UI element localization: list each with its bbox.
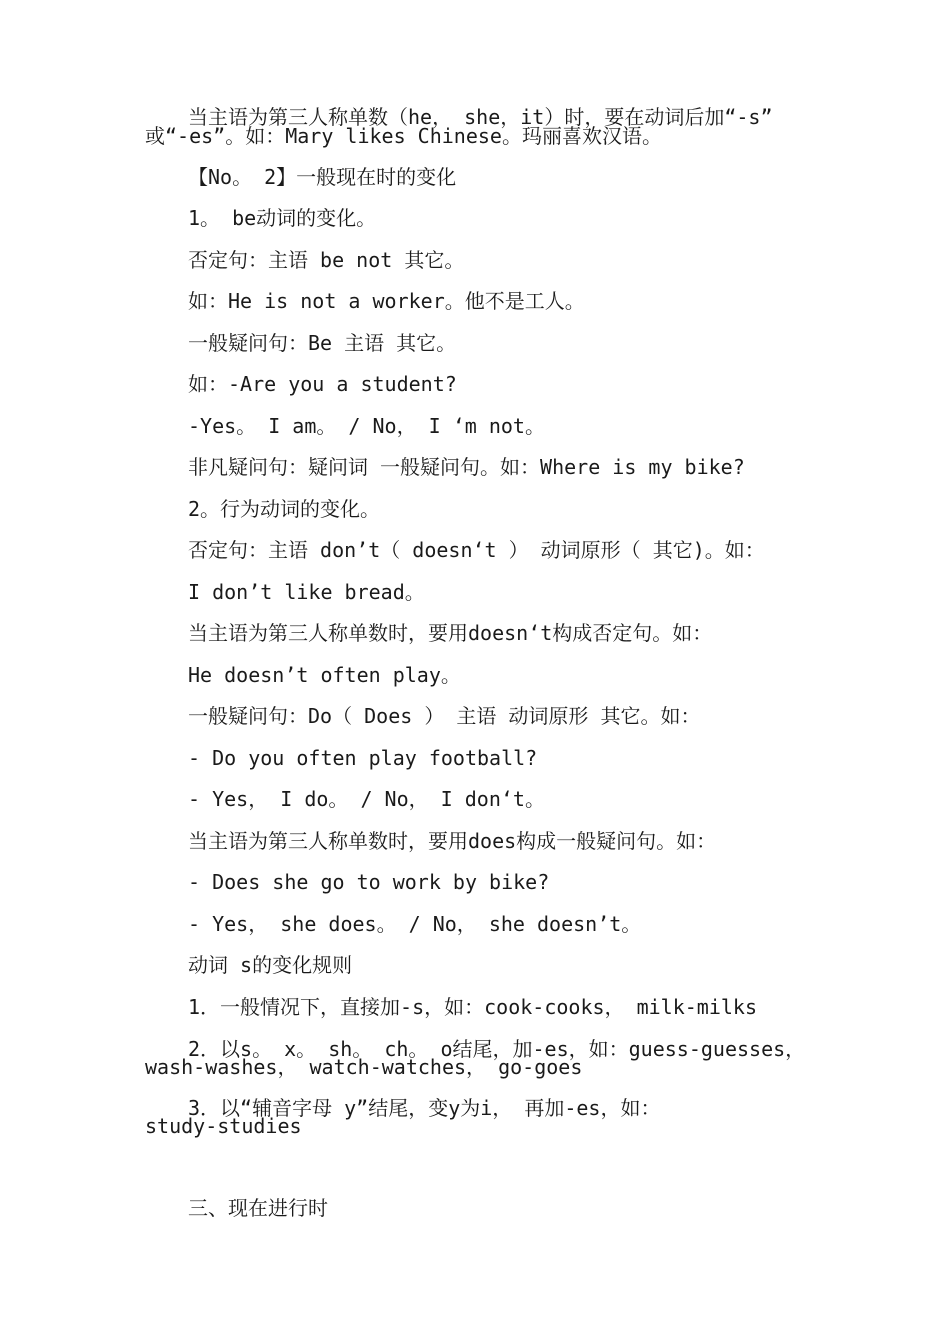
text-line: 否定句：主语 be not 其它。 <box>188 248 465 272</box>
text-line: - Yes， I do。 / No， I don‘t。 <box>188 787 545 811</box>
text-line: 1。 be动词的变化。 <box>188 206 377 230</box>
text-line: 当主语为第三人称单数时，要用does构成一般疑问句。如： <box>188 829 717 853</box>
text-line: 或“-es”。如：Mary likes Chinese。玛丽喜欢汉语。 <box>145 124 662 148</box>
text-line: I don’t like bread。 <box>188 580 425 604</box>
text-line: 否定句：主语 don’t（ doesn‘t ） 动词原形（ 其它)。如： <box>188 538 765 562</box>
text-line: 当主语为第三人称单数时，要用doesn‘t构成否定句。如： <box>188 621 713 645</box>
text-line: 如：He is not a worker。他不是工人。 <box>188 289 585 313</box>
text-line: - Do you often play football? <box>188 746 538 770</box>
section-heading: 【No。 2】一般现在时的变化 <box>188 165 457 189</box>
text-line: 一般疑问句：Be 主语 其它。 <box>188 331 457 355</box>
text-line: 1．一般情况下，直接加-s，如：cook-cooks， milk-milks <box>188 995 757 1019</box>
text-line: - Yes， she does。 / No， she doesn’t。 <box>188 912 642 936</box>
text-line: 3．以“辅音字母 y”结尾，变y为i， 再加-es，如： <box>188 1096 661 1120</box>
chapter-heading: 三、现在进行时 <box>188 1196 328 1220</box>
text-line: wash-washes， watch-watches， go-goes <box>145 1055 583 1079</box>
text-line: - Does she go to work by bike? <box>188 870 550 894</box>
section-heading: 动词 s的变化规则 <box>188 953 353 977</box>
text-line: 非凡疑问句：疑问词 一般疑问句。如：Where is my bike? <box>188 455 745 479</box>
text-line: 2．以s。 x。 sh。 ch。 o结尾，加-es，如：guess-guesses， <box>188 1037 806 1061</box>
text-line: 一般疑问句：Do（ Does ） 主语 动词原形 其它。如： <box>188 704 701 728</box>
text-line: He doesn’t often play。 <box>188 663 461 687</box>
text-line: 2。行为动词的变化。 <box>188 497 381 521</box>
text-line: 如：-Are you a student? <box>188 372 457 396</box>
text-line: study-studies <box>145 1114 302 1138</box>
text-line: -Yes。 I am。 / No， I ‘m not。 <box>188 414 545 438</box>
text-line: 当主语为第三人称单数（he， she，it）时，要在动词后加“-s” <box>188 105 773 129</box>
